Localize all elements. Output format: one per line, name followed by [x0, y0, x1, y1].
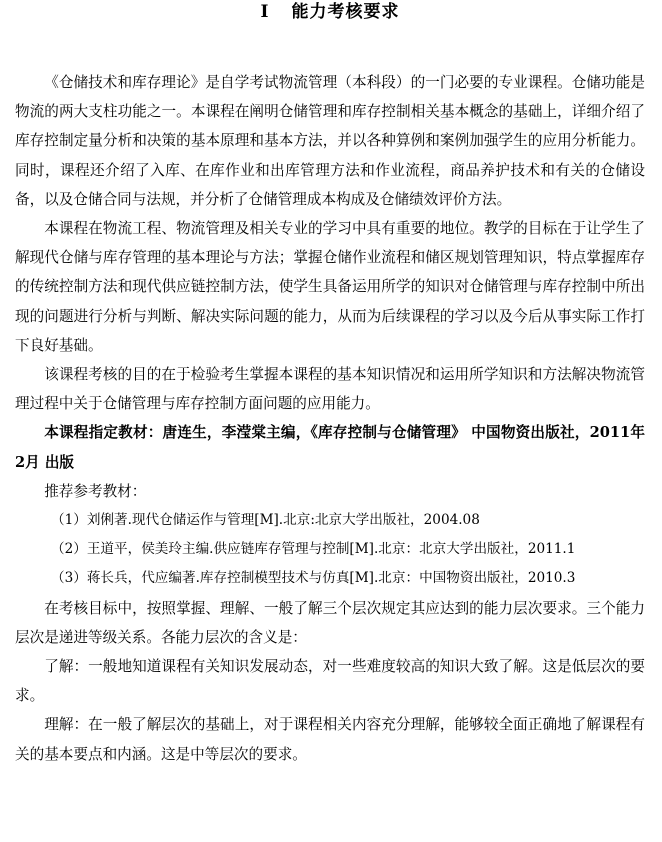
paragraph-ability-levels: 在考核目标中，按照掌握、理解、一般了解三个层次规定其应达到的能力层次要求。三个能力层次是递进等级关系。各能力层次的含义是： [15, 599, 645, 646]
reference-item: （1）刘俐著.现代仓储运作与管理[M].北京:北京大学出版社，2004.08 [51, 512, 480, 529]
paragraph-level-know: 了解：一般地知道课程有关知识发展动态，对一些难度较高的知识大致了解。这是低层次的要求。 [15, 658, 645, 705]
references-heading: 推荐参考教材： [44, 482, 147, 500]
title-spacing [15, 24, 645, 68]
document-page [15, 0, 645, 769]
reference-item: （3）蒋长兵，代应编著.库存控制模型技术与仿真[M].北京：中国物资出版社，2010.3 [51, 570, 576, 587]
reference-item: （2）王道平，侯美玲主编.供应链库存管理与控制[M].北京：北京大学出版社，2011.1 [51, 541, 576, 558]
paragraph-exam-purpose: 该课程考核的目的在于检验考生掌握本课程的基本知识情况和运用所学知识和方法解决物流管理过程中关于仓储管理与库存控制方面问题的应用能力。 [15, 366, 645, 413]
title-numeral: Ⅰ [260, 2, 270, 22]
paragraph-level-understand: 理解：在一般了解层次的基础上，对于课程相关内容充分理解，能够较全面正确地了解课程有关的基本要点和内涵。这是中等层次的要求。 [15, 716, 645, 763]
paragraph-designated-textbook: 本课程指定教材：唐连生，李滢棠主编，《库存控制与仓储管理》 中国物资出版社，2011年2月 出版 [15, 424, 645, 471]
title-text: 能力考核要求 [291, 2, 400, 22]
page-title [15, 0, 645, 24]
paragraph-course-goals: 本课程在物流工程、物流管理及相关专业的学习中具有重要的地位。教学的目标在于让学生了解现代仓储与库存管理的基本理论与方法；掌握仓储作业流程和储区规划管理知识，特点掌握库存的传统控制方法和现代供应链控制方法，使学生具备运用所学的知识对仓储管理与库存控制中所出现的问题进行分析与判断、解决实际问题的能力，从而为后续课程的学习以及今后从事实际工作打下良好基础。 [15, 220, 645, 354]
paragraph-course-intro: 《仓储技术和库存理论》是自学考试物流管理（本科段）的一门必要的专业课程。仓储功能是物流的两大支柱功能之一。本课程在阐明仓储管理和库存控制相关基本概念的基础上，详细介绍了库存控制定量分析和决策的基本原理和基本方法，并以各种算例和案例加强学生的应用分析能力。同时，课程还介绍了入库、在库作业和出库管理方法和作业流程，商品养护技术和有关的仓储设备，以及仓储合同与法规，并分析了仓储管理成本构成及仓储绩效评价方法。 [15, 74, 645, 208]
